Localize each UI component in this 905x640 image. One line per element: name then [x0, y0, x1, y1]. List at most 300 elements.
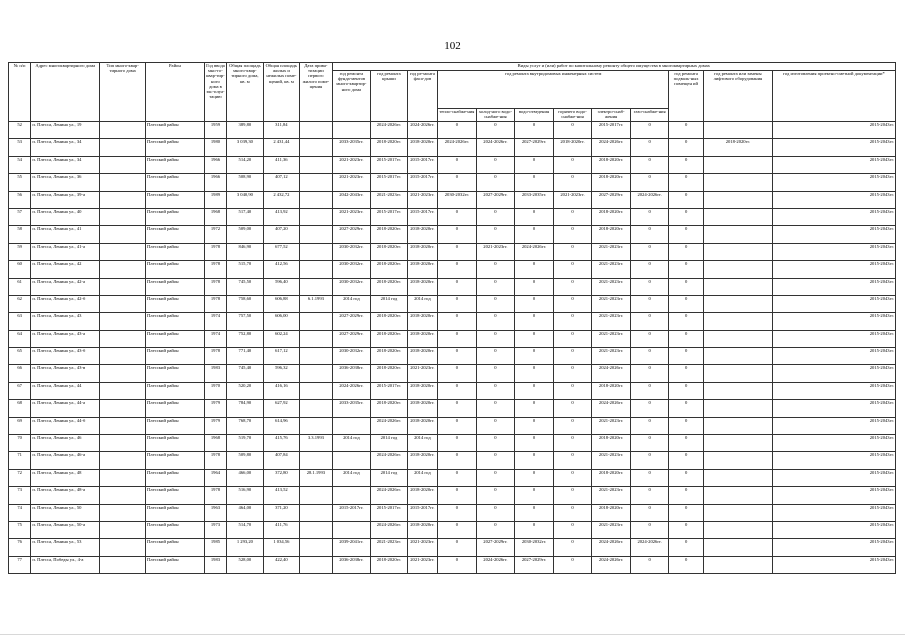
cell-hot: 0 — [553, 330, 592, 347]
cell-year: 1989 — [204, 191, 226, 208]
cell-roof: 2015-2017гг. — [371, 382, 408, 399]
cell-type — [100, 417, 146, 434]
cell-heat: 0 — [438, 208, 477, 225]
cell-total: 466,00 — [227, 469, 264, 486]
cell-year: 1978 — [204, 487, 226, 504]
cell-elec: 2024-2026гг. — [592, 556, 631, 573]
cell-sewer: 0 — [515, 295, 554, 312]
cell-year: 1974 — [204, 313, 226, 330]
cell-hot: 0 — [553, 208, 592, 225]
cell-type — [100, 521, 146, 538]
cell-addr: п. Плесса, Ленина ул., 43-а — [31, 330, 100, 347]
cell-district: Плесский район — [145, 139, 204, 156]
cell-n: 74 — [9, 504, 31, 521]
cell-elec: 2018-2020гг. — [592, 208, 631, 225]
cell-cold: 0 — [476, 400, 515, 417]
cell-docs: 2015-2043гг. — [772, 504, 895, 521]
cell-district: Плесский район — [145, 278, 204, 295]
table-row — [9, 382, 896, 399]
cell-hot: 0 — [553, 365, 592, 382]
cell-year: 1978 — [204, 278, 226, 295]
cell-year: 1983 — [204, 556, 226, 573]
cell-n: 55 — [9, 174, 31, 191]
cell-priv — [300, 226, 332, 243]
cell-elevator — [703, 400, 772, 417]
cell-roof: 2018-2020гг. — [371, 348, 408, 365]
cell-n: 77 — [9, 556, 31, 573]
cell-cold: 0 — [476, 174, 515, 191]
cell-elec: 2021-2023гг. — [592, 330, 631, 347]
cell-district: Плесский район — [145, 191, 204, 208]
cell-found: 2021-2023гг. — [332, 174, 371, 191]
cell-elevator — [703, 504, 772, 521]
cell-type — [100, 295, 146, 312]
cell-docs: 2015-2043гг. — [772, 400, 895, 417]
cell-facade: 2018-2020гг. — [407, 348, 437, 365]
cell-n: 57 — [9, 208, 31, 225]
cell-roof: 2015-2017гг. — [371, 156, 408, 173]
cell-heat: 0 — [438, 330, 477, 347]
cell-type — [100, 208, 146, 225]
cell-gas: 2024-2026гг. — [630, 191, 669, 208]
cell-found: 2014 год — [332, 435, 371, 452]
cell-found: 2039-2041гг. — [332, 539, 371, 556]
cell-total: 1 293,20 — [227, 539, 264, 556]
cell-year: 1980 — [204, 139, 226, 156]
cell-elevator — [703, 156, 772, 173]
cell-docs: 2015-2043гг. — [772, 295, 895, 312]
cell-facade: 2018-2020гг. — [407, 417, 437, 434]
header-systems-group: год ремонта внутридомовых инженерных систем — [438, 71, 669, 109]
cell-elevator — [703, 365, 772, 382]
cell-elevator — [703, 469, 772, 486]
cell-heat: 0 — [438, 261, 477, 278]
cell-total: 757,50 — [227, 313, 264, 330]
header-facade: год ре-монта фаса-дов — [407, 71, 437, 122]
cell-elec: 2021-2023гг. — [592, 487, 631, 504]
cell-type — [100, 487, 146, 504]
cell-living: 602,24 — [263, 330, 300, 347]
cell-addr: п. Плесса, Ленина ул., 42-а — [31, 278, 100, 295]
cell-district: Плесский район — [145, 156, 204, 173]
cell-elec: 2021-2023гг. — [592, 313, 631, 330]
cell-district: Плесский район — [145, 400, 204, 417]
cell-year: 1979 — [204, 400, 226, 417]
cell-total: 517,40 — [227, 208, 264, 225]
cell-cold: 0 — [476, 504, 515, 521]
cell-docs: 2015-2043гг. — [772, 365, 895, 382]
cell-found — [332, 122, 371, 139]
cell-heat: 0 — [438, 295, 477, 312]
cell-living: 617,12 — [263, 348, 300, 365]
cell-sewer: 0 — [515, 226, 554, 243]
cell-n: 66 — [9, 365, 31, 382]
cell-living: 372,80 — [263, 469, 300, 486]
cell-roof: 2018-2020гг. — [371, 261, 408, 278]
cell-docs: 2015-2043гг. — [772, 191, 895, 208]
cell-roof: 2015-2017гг. — [371, 174, 408, 191]
cell-roof: 2021-2023гг. — [371, 191, 408, 208]
cell-priv — [300, 174, 332, 191]
cell-addr: п. Плесса, Ленина ул., 48 — [31, 469, 100, 486]
cell-roof: 2024-2026гг. — [371, 487, 408, 504]
cell-cold: 2021-2023гг. — [476, 243, 515, 260]
cell-elec: 2021-2023гг. — [592, 261, 631, 278]
cell-heat: 0 — [438, 435, 477, 452]
cell-docs: 2015-2043гг. — [772, 330, 895, 347]
cell-sewer: 0 — [515, 382, 554, 399]
table-row — [9, 487, 896, 504]
cell-heat: 0 — [438, 226, 477, 243]
cell-found: 2027-2029гг. — [332, 226, 371, 243]
cell-facade: 2014 год — [407, 295, 437, 312]
cell-gas: 0 — [630, 122, 669, 139]
cell-hot: 0 — [553, 382, 592, 399]
cell-living: 407,84 — [263, 452, 300, 469]
cell-elevator — [703, 487, 772, 504]
cell-heat: 0 — [438, 469, 477, 486]
cell-addr: п. Плесса, Ленина ул., 53 — [31, 539, 100, 556]
table-row — [9, 417, 896, 434]
cell-elevator — [703, 330, 772, 347]
cell-addr: п. Плесса, Ленина ул., 50 — [31, 504, 100, 521]
cell-found: 2014 год — [332, 469, 371, 486]
header-privatization-date: Дата прива-тизации первого жилого поме-щения — [300, 63, 332, 122]
cell-facade: 2018-2020гг. — [407, 261, 437, 278]
cell-n: 58 — [9, 226, 31, 243]
cell-roof: 2021-2023гг. — [371, 539, 408, 556]
cell-facade: 2021-2023гг. — [407, 539, 437, 556]
cell-cold: 2024-2026гг. — [476, 139, 515, 156]
header-living-area: Общая площадь жилых и нежилых поме-щений, кв. м — [263, 63, 300, 122]
header-hot-water: горячего водо-снабже-ния — [553, 109, 592, 122]
cell-found: 2030-2032гг. — [332, 348, 371, 365]
cell-basement: 0 — [669, 278, 703, 295]
cell-total: 515,70 — [227, 261, 264, 278]
cell-district: Плесский район — [145, 261, 204, 278]
cell-basement: 0 — [669, 521, 703, 538]
cell-found: 2027-2029гг. — [332, 330, 371, 347]
cell-found: 2015-2017гг. — [332, 504, 371, 521]
cell-heat: 0 — [438, 365, 477, 382]
cell-living: 411,36 — [263, 156, 300, 173]
cell-year: 1979 — [204, 417, 226, 434]
cell-hot: 0 — [553, 469, 592, 486]
cell-docs: 2015-2043гг. — [772, 122, 895, 139]
header-works-group: Виды услуг и (или) работ по капитальному ремонту общего имущества в многоквартирных домах — [332, 63, 895, 71]
cell-type — [100, 400, 146, 417]
cell-gas: 0 — [630, 226, 669, 243]
cell-facade: 2021-2023гг. — [407, 365, 437, 382]
cell-elec: 2015-2017гг. — [592, 122, 631, 139]
cell-year: 1978 — [204, 295, 226, 312]
header-electric: электро-снаб-жения — [592, 109, 631, 122]
cell-year: 1978 — [204, 452, 226, 469]
cell-facade: 2015-2017гг. — [407, 504, 437, 521]
cell-heat: 0 — [438, 487, 477, 504]
cell-n: 59 — [9, 243, 31, 260]
cell-living: 677,52 — [263, 243, 300, 260]
cell-hot: 0 — [553, 400, 592, 417]
cell-year: 1983 — [204, 365, 226, 382]
cell-elevator — [703, 295, 772, 312]
cell-sewer: 0 — [515, 330, 554, 347]
cell-sewer: 0 — [515, 122, 554, 139]
cell-gas: 0 — [630, 556, 669, 573]
cell-sewer: 0 — [515, 174, 554, 191]
cell-facade: 2018-2020гг. — [407, 243, 437, 260]
cell-elec: 2024-2026гг. — [592, 365, 631, 382]
cell-addr: п. Плесса, Ленина ул., 42-б — [31, 295, 100, 312]
cell-district: Плесский район — [145, 452, 204, 469]
cell-elevator — [703, 226, 772, 243]
cell-elevator — [703, 556, 772, 573]
cell-type — [100, 174, 146, 191]
cell-found — [332, 521, 371, 538]
cell-gas: 0 — [630, 348, 669, 365]
cell-addr: п. Плесса, Ленина ул., 34 — [31, 156, 100, 173]
cell-hot: 0 — [553, 348, 592, 365]
cell-elevator — [703, 435, 772, 452]
cell-hot: 0 — [553, 435, 592, 452]
table-row — [9, 435, 896, 452]
cell-district: Плесский район — [145, 504, 204, 521]
cell-gas: 0 — [630, 295, 669, 312]
cell-basement: 0 — [669, 382, 703, 399]
capital-repair-table — [8, 62, 896, 574]
cell-roof: 2018-2020гг. — [371, 139, 408, 156]
cell-year: 1985 — [204, 539, 226, 556]
cell-priv — [300, 487, 332, 504]
cell-priv — [300, 139, 332, 156]
cell-elec: 2021-2023гг. — [592, 243, 631, 260]
cell-docs: 2015-2043гг. — [772, 243, 895, 260]
cell-hot: 0 — [553, 539, 592, 556]
cell-roof: 2018-2020гг. — [371, 226, 408, 243]
cell-docs: 2015-2043гг. — [772, 469, 895, 486]
cell-facade: 2018-2020гг. — [407, 521, 437, 538]
cell-roof: 2014 год — [371, 295, 408, 312]
cell-hot: 0 — [553, 243, 592, 260]
cell-cold: 0 — [476, 521, 515, 538]
cell-elec: 2021-2023гг. — [592, 521, 631, 538]
cell-type — [100, 278, 146, 295]
cell-elec: 2021-2023гг. — [592, 417, 631, 434]
cell-basement: 0 — [669, 348, 703, 365]
cell-cold: 0 — [476, 487, 515, 504]
cell-elec: 2018-2020гг. — [592, 435, 631, 452]
cell-living: 311,84 — [263, 122, 300, 139]
cell-cold: 0 — [476, 122, 515, 139]
cell-sewer: 2030-2032гг. — [515, 539, 554, 556]
cell-living: 407,12 — [263, 174, 300, 191]
cell-cold: 0 — [476, 330, 515, 347]
cell-sewer: 0 — [515, 261, 554, 278]
cell-gas: 0 — [630, 400, 669, 417]
cell-facade: 2015-2017гг. — [407, 174, 437, 191]
cell-docs: 2015-2043гг. — [772, 174, 895, 191]
header-cold-water: холод-ного водо-снабже-ния — [476, 109, 515, 122]
cell-basement: 0 — [669, 243, 703, 260]
cell-priv — [300, 156, 332, 173]
cell-basement: 0 — [669, 539, 703, 556]
cell-docs: 2015-2043гг. — [772, 208, 895, 225]
cell-elevator — [703, 243, 772, 260]
cell-gas: 0 — [630, 174, 669, 191]
cell-sewer: 2024-2026гг. — [515, 243, 554, 260]
cell-n: 63 — [9, 313, 31, 330]
cell-elevator — [703, 452, 772, 469]
cell-hot: 0 — [553, 174, 592, 191]
cell-year: 1978 — [204, 243, 226, 260]
cell-gas: 0 — [630, 504, 669, 521]
cell-addr: п. Плесса, Ленина ул., 48-а — [31, 487, 100, 504]
cell-basement: 0 — [669, 313, 703, 330]
cell-living: 2 431,44 — [263, 139, 300, 156]
cell-gas: 0 — [630, 330, 669, 347]
cell-district: Плесский район — [145, 348, 204, 365]
cell-roof: 2018-2020гг. — [371, 278, 408, 295]
cell-heat: 0 — [438, 174, 477, 191]
table-body — [9, 122, 896, 574]
cell-cold: 2027-2029гг. — [476, 191, 515, 208]
header-num: № п/п — [9, 63, 31, 122]
cell-hot: 0 — [553, 452, 592, 469]
cell-gas: 0 — [630, 156, 669, 173]
cell-priv: 3.3.1993 — [300, 435, 332, 452]
cell-elevator — [703, 261, 772, 278]
cell-elec: 2021-2023гг. — [592, 348, 631, 365]
cell-district: Плесский район — [145, 487, 204, 504]
table-row — [9, 278, 896, 295]
cell-cold: 0 — [476, 452, 515, 469]
cell-type — [100, 435, 146, 452]
cell-n: 56 — [9, 191, 31, 208]
cell-priv — [300, 243, 332, 260]
cell-gas: 0 — [630, 417, 669, 434]
cell-addr: п. Плесса, Ленина ул., 36 — [31, 174, 100, 191]
cell-found: 2021-2023гг. — [332, 156, 371, 173]
cell-n: 69 — [9, 417, 31, 434]
cell-facade: 2018-2020гг. — [407, 382, 437, 399]
cell-gas: 0 — [630, 469, 669, 486]
cell-basement: 0 — [669, 261, 703, 278]
cell-total: 846,90 — [227, 243, 264, 260]
header-gas: газо-снабже-ния — [630, 109, 669, 122]
cell-elevator — [703, 348, 772, 365]
cell-district: Плесский район — [145, 226, 204, 243]
cell-living: 606,00 — [263, 313, 300, 330]
cell-elec: 2018-2020гг. — [592, 174, 631, 191]
table-row — [9, 365, 896, 382]
cell-living: 422,40 — [263, 556, 300, 573]
cell-n: 64 — [9, 330, 31, 347]
table-row — [9, 243, 896, 260]
cell-priv — [300, 330, 332, 347]
table-row — [9, 139, 896, 156]
cell-heat: 0 — [438, 348, 477, 365]
cell-priv: 6.1.1993 — [300, 295, 332, 312]
cell-hot: 0 — [553, 556, 592, 573]
cell-basement: 0 — [669, 295, 703, 312]
table-row — [9, 539, 896, 556]
cell-type — [100, 365, 146, 382]
cell-facade: 2014 год — [407, 435, 437, 452]
cell-district: Плесский район — [145, 243, 204, 260]
cell-n: 62 — [9, 295, 31, 312]
table-row — [9, 330, 896, 347]
cell-gas: 2024-2026гг. — [630, 539, 669, 556]
cell-basement: 0 — [669, 365, 703, 382]
cell-district: Плесский район — [145, 417, 204, 434]
cell-priv — [300, 191, 332, 208]
cell-year: 1978 — [204, 261, 226, 278]
cell-found: 2027-2029гг. — [332, 313, 371, 330]
cell-total: 514,20 — [227, 156, 264, 173]
cell-district: Плесский район — [145, 556, 204, 573]
cell-elec: 2024-2026гг. — [592, 139, 631, 156]
header-type: Тип много-квар-тирного дома — [100, 63, 146, 122]
header-foundation: год ремонта фунда-ментов много-квартир-ного дома — [332, 71, 371, 122]
cell-addr: п. Плесса, Ленина ул., 46-а — [31, 452, 100, 469]
cell-roof: 2018-2020гг. — [371, 365, 408, 382]
cell-type — [100, 139, 146, 156]
cell-district: Плесский район — [145, 469, 204, 486]
cell-addr: п. Плесса, Ленина ул., 44 — [31, 382, 100, 399]
cell-facade: 2015-2017гг. — [407, 208, 437, 225]
cell-cold: 0 — [476, 295, 515, 312]
cell-found — [332, 452, 371, 469]
cell-hot: 0 — [553, 122, 592, 139]
cell-elec: 2021-2023гг. — [592, 452, 631, 469]
cell-type — [100, 261, 146, 278]
cell-hot: 0 — [553, 521, 592, 538]
cell-heat: 0 — [438, 400, 477, 417]
cell-hot: 0 — [553, 226, 592, 243]
table-row — [9, 226, 896, 243]
cell-roof: 2015-2017гг. — [371, 504, 408, 521]
cell-elec: 2018-2020гг. — [592, 504, 631, 521]
table-row — [9, 469, 896, 486]
cell-gas: 0 — [630, 382, 669, 399]
cell-sewer: 0 — [515, 278, 554, 295]
cell-elec: 2018-2020гг. — [592, 382, 631, 399]
cell-priv — [300, 539, 332, 556]
cell-total: 745,40 — [227, 365, 264, 382]
cell-docs: 2015-2043гг. — [772, 139, 895, 156]
cell-cold: 0 — [476, 313, 515, 330]
cell-heat: 0 — [438, 122, 477, 139]
cell-cold: 2027-2029гг. — [476, 539, 515, 556]
cell-year: 1966 — [204, 156, 226, 173]
cell-found: 2030-2032гг. — [332, 261, 371, 278]
cell-facade: 2021-2023гг. — [407, 191, 437, 208]
cell-district: Плесский район — [145, 313, 204, 330]
cell-district: Плесский район — [145, 295, 204, 312]
cell-found: 2024-2026гг. — [332, 382, 371, 399]
header-design-docs: год изготовления проектно-сметной документации* — [772, 71, 895, 122]
cell-docs: 2015-2043гг. — [772, 278, 895, 295]
cell-facade: 2015-2017гг. — [407, 156, 437, 173]
cell-n: 71 — [9, 452, 31, 469]
cell-addr: п. Плесса, Ленина ул., 39-а — [31, 191, 100, 208]
cell-priv — [300, 313, 332, 330]
cell-sewer: 0 — [515, 504, 554, 521]
cell-type — [100, 469, 146, 486]
cell-priv — [300, 208, 332, 225]
header-sewer: водо-отведения — [515, 109, 554, 122]
table-row — [9, 556, 896, 573]
